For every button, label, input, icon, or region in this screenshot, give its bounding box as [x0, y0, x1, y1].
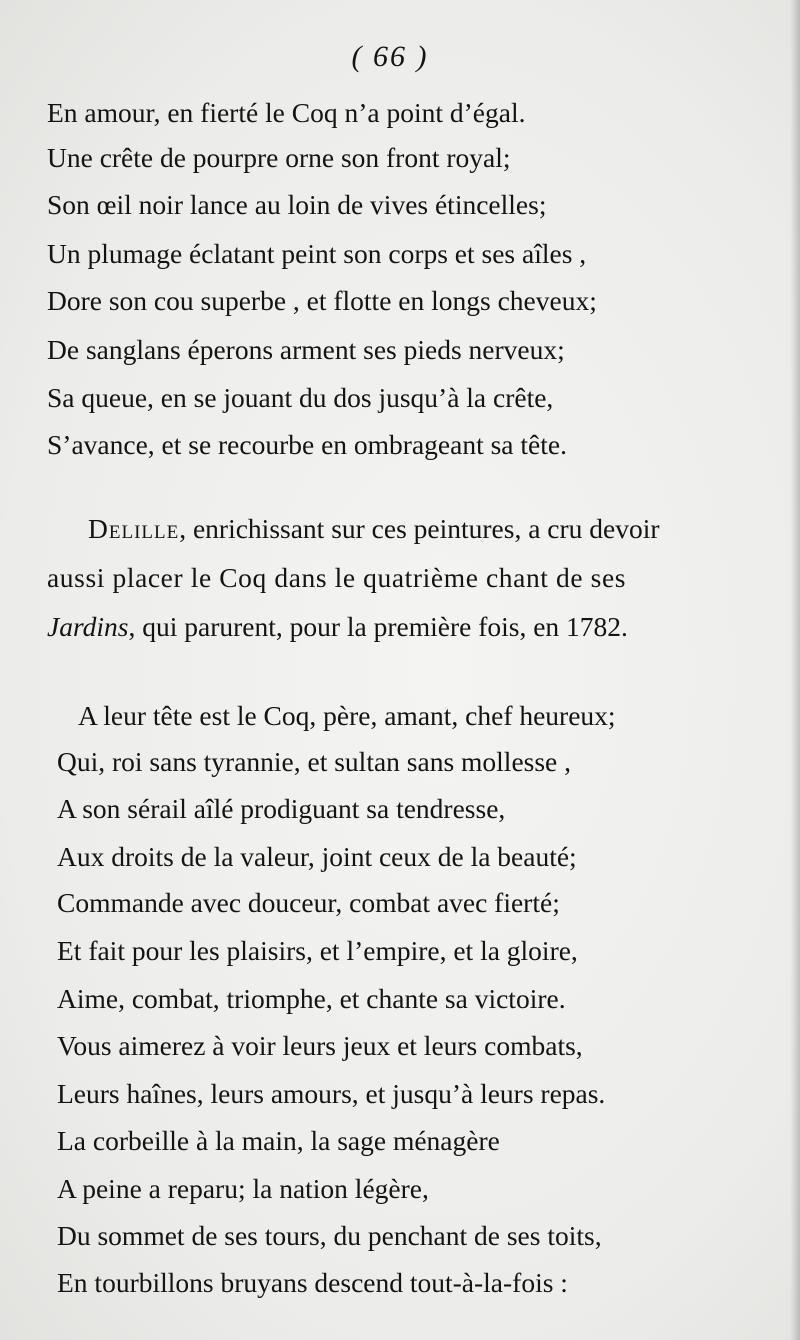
verse-line: Sa queue, en se jouant du dos jusqu’à la crête,	[47, 382, 554, 413]
verse-line: De sanglans éperons arment ses pieds nerveux;	[47, 334, 565, 365]
verse-line: Son œil noir lance au loin de vives étincelles;	[47, 189, 547, 220]
verse-line: S’avance, et se recourbe en ombrageant sa tête.	[47, 429, 567, 460]
verse-line: Et fait pour les plaisirs, et l’empire, et la gloire,	[57, 935, 578, 966]
verse-line: Dore son cou superbe , et flotte en longs cheveux;	[47, 285, 597, 316]
prose-text: , qui parurent, pour la première fois, en 1782.	[128, 611, 628, 642]
verse-line: La corbeille à la main, la sage ménagère	[57, 1125, 500, 1156]
verse-line: Un plumage éclatant peint son corps et ses aîles ,	[47, 238, 587, 269]
verse-line: Qui, roi sans tyrannie, et sultan sans mollesse ,	[57, 746, 572, 777]
verse-line: Vous aimerez à voir leurs jeux et leurs combats,	[57, 1030, 583, 1061]
prose-line-3	[47, 610, 628, 644]
verse-line: En tourbillons bruyans descend tout-à-la-fois :	[57, 1267, 568, 1298]
verse-line: A leur tête est le Coq, père, amant, chef heureux;	[78, 700, 616, 731]
verse-line: Aime, combat, triomphe, et chante sa victoire.	[57, 983, 566, 1014]
author-name: Delille	[88, 513, 180, 544]
prose-line-1	[88, 512, 660, 546]
page-edge-shadow	[790, 0, 800, 1340]
verse-line: Du sommet de ses tours, du penchant de ses toits,	[57, 1220, 602, 1251]
prose-text: , enrichissant sur ces peintures, a cru devoir	[179, 513, 660, 544]
verse-line: Aux droits de la valeur, joint ceux de la beauté;	[57, 841, 577, 872]
verse-line: A son sérail aîlé prodiguant sa tendresse,	[57, 793, 506, 824]
verse-line: Commande avec douceur, combat avec fierté;	[57, 887, 560, 918]
verse-line: Leurs haînes, leurs amours, et jusqu’à leurs repas.	[57, 1078, 606, 1109]
verse-line: Une crête de pourpre orne son front royal;	[47, 142, 511, 173]
page-number: ( 66 )	[351, 40, 429, 73]
work-title: Jardins	[47, 611, 129, 642]
prose-line-2: aussi placer le Coq dans le quatrième chant de ses	[47, 562, 627, 593]
verse-line: En amour, en fierté le Coq n’a point d’égal.	[47, 97, 526, 128]
verse-line: A peine a reparu; la nation légère,	[57, 1173, 429, 1204]
